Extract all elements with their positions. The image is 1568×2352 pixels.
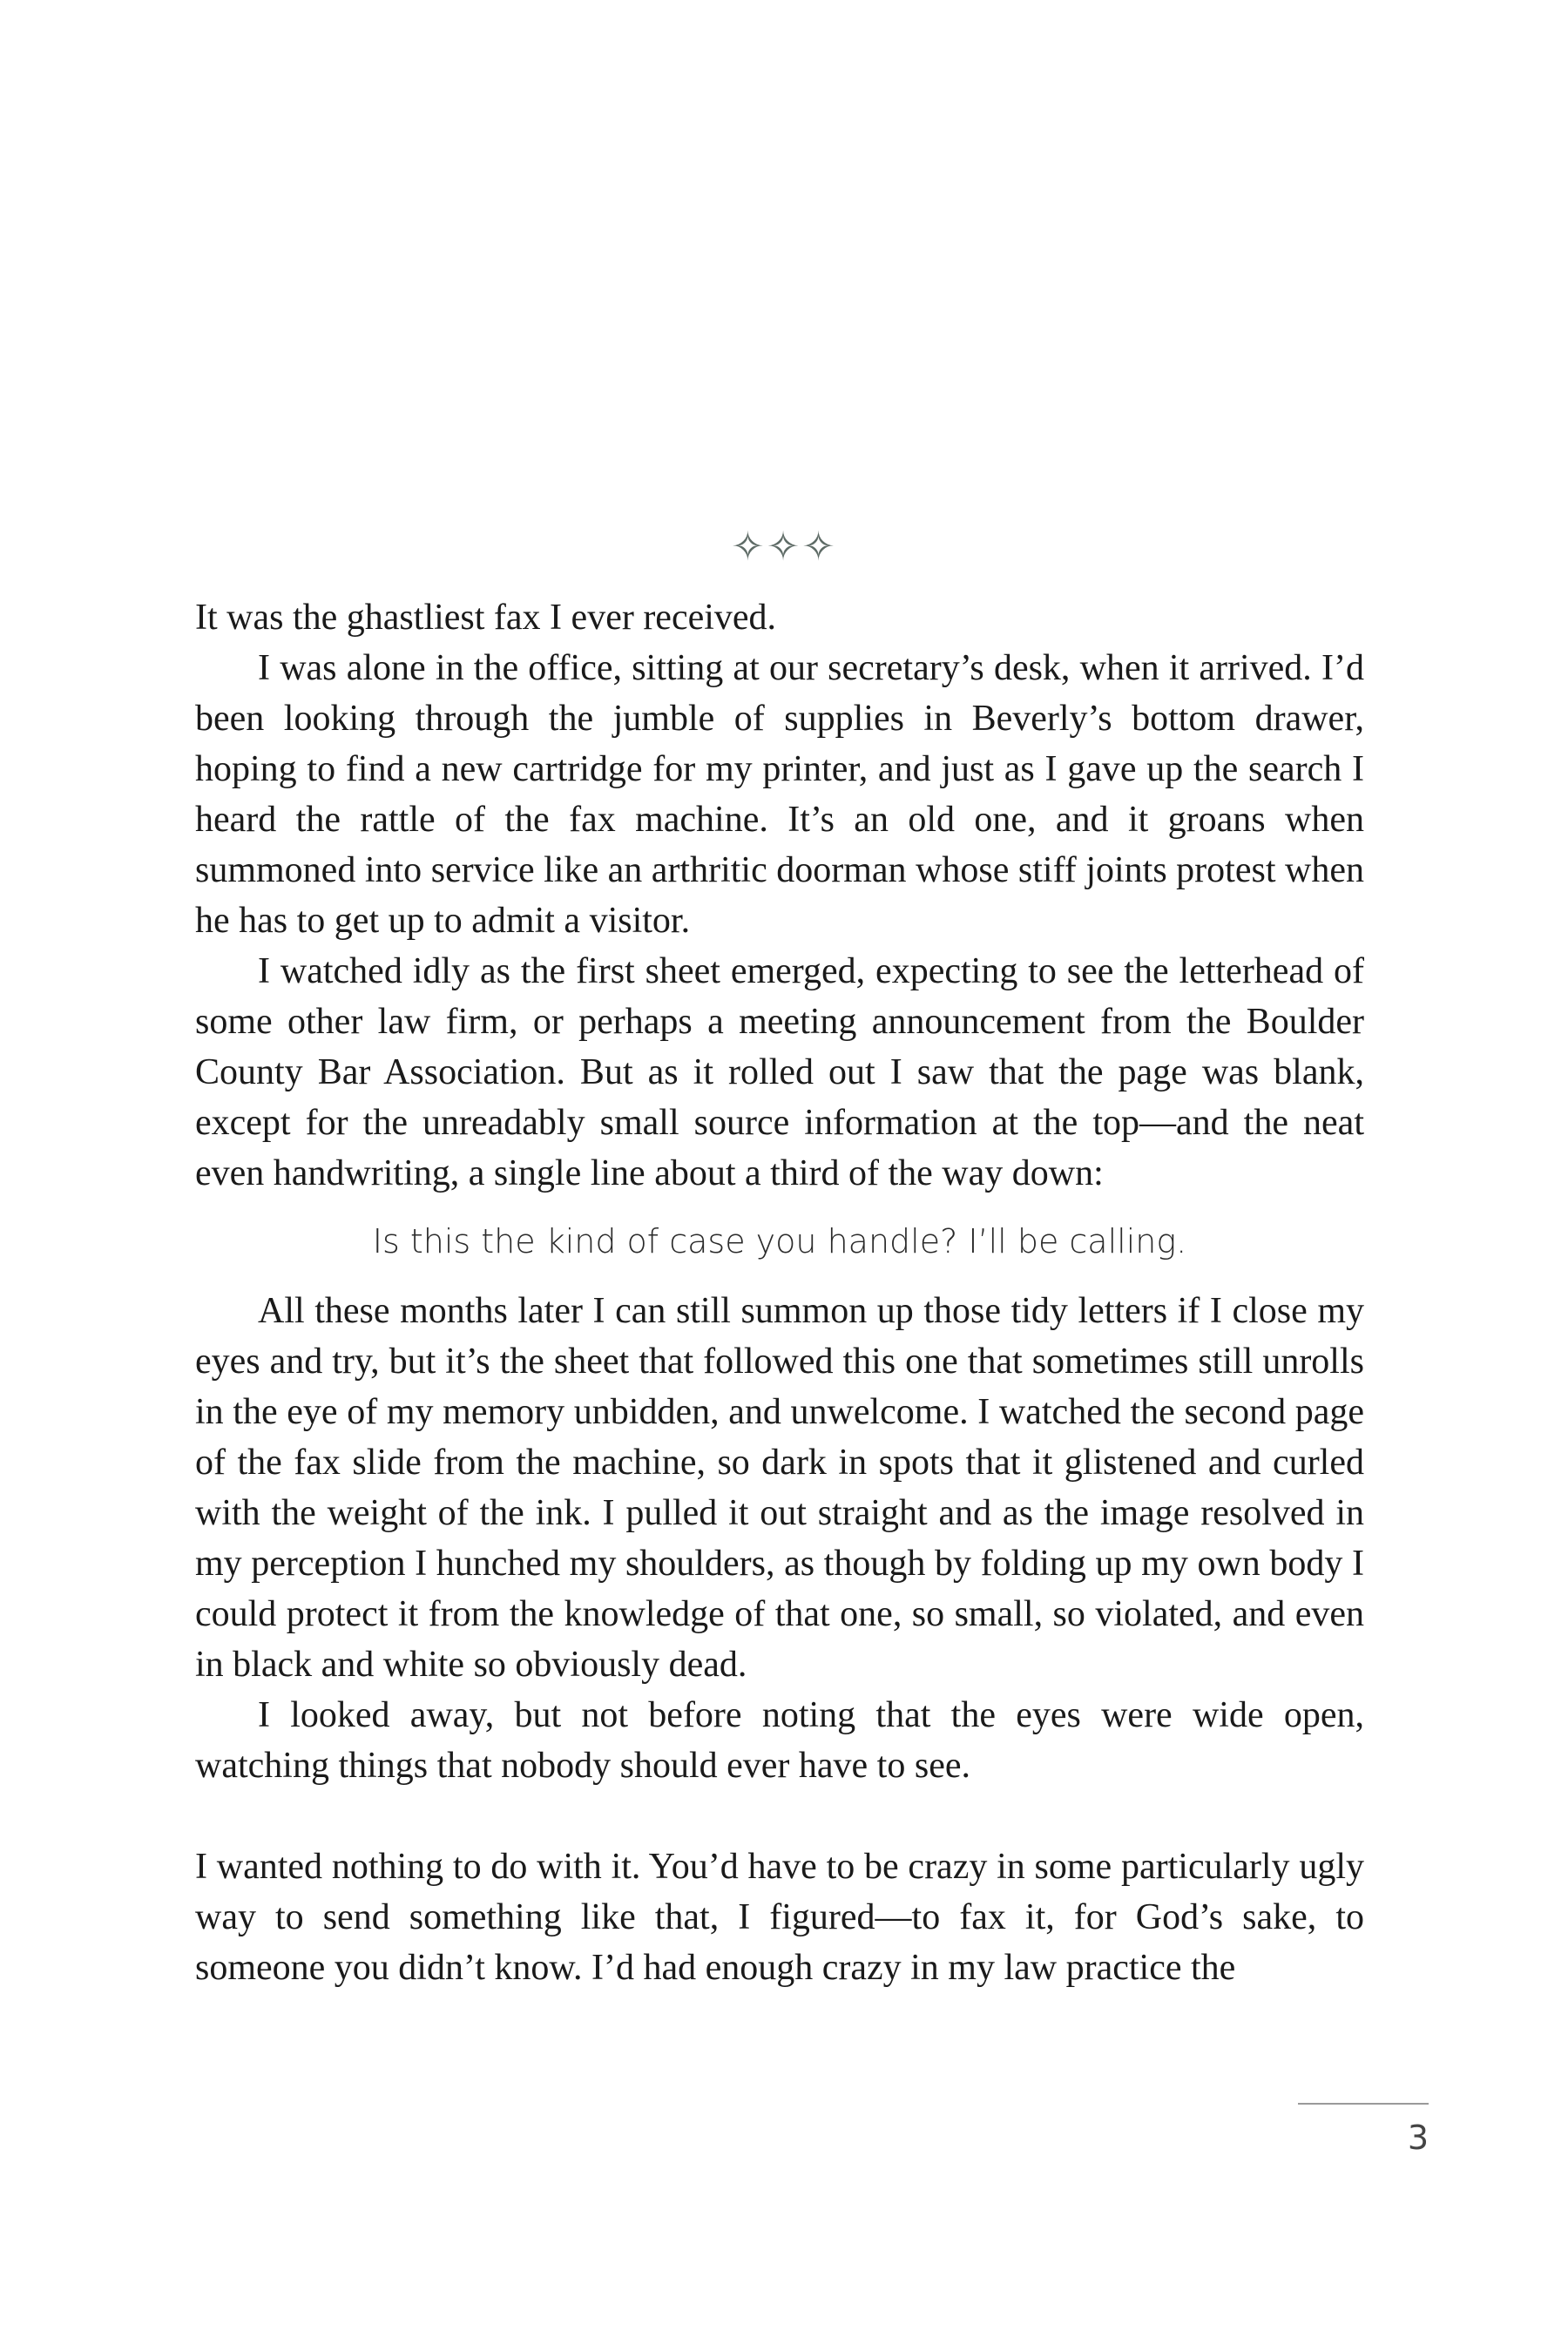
paragraph: I watched idly as the first sheet emerged, expecting to see the letterhead of some other law firm, or perhaps a meeting announcement from the Boulder County Bar Association. But as it rolled out I saw that the page was blank, except for the unreadably small source information at the top—and the neat even handwriting, a single line about a third of the way down:	[195, 951, 1364, 1193]
section-ornament: ✧✧✧	[731, 524, 837, 569]
paragraph: I was alone in the office, sitting at our secretary’s desk, when it arrived. I’d been looking through the jumble of supplies in Beverly’s bottom drawer, hoping to find a new cartridge for my printer, and just as I gave up the search I heard the rattle of the fax machine. It’s an old one, and it groans when summoned into service like an arthritic doorman whose stiff joints protest when he has to get up to admit a visitor.	[195, 648, 1364, 941]
paragraph: All these months later I can still summon up those tidy letters if I close my eyes and try, but it’s the sheet that followed this one that sometimes still unrolls in the eye of my memory unbidden, and unwelcome. I watched the second page of the fax slide from the machine, so dark in spots that it glistened and curled with the weight of the ink. I pulled it out straight and as the image resolved in my perception I hunched my shoulders, as though by folding up my own body I could protect it from the knowledge of that one, so small, so violated, and even in black and white so obviously dead.	[195, 1291, 1364, 1685]
page-number: 3	[1407, 2119, 1429, 2157]
paragraph: I looked away, but not before noting that the eyes were wide open, watching things that nobody should ever have to see.	[195, 1695, 1364, 1786]
folio-rule	[1298, 2103, 1429, 2105]
body-text	[195, 592, 1364, 1993]
fax-handwritten-line: Is this the kind of case you handle? I’ll be calling.	[372, 1222, 1187, 1260]
paragraph-opening: It was the ghastliest fax I ever received.	[195, 598, 777, 638]
paragraph-after-break: I wanted nothing to do with it. You’d have to be crazy in some particularly ugly way to send something like that, I figured—to fax it, for God’s sake, to someone you didn’t know. I’d had enough crazy in my law practice the	[195, 1847, 1364, 1988]
